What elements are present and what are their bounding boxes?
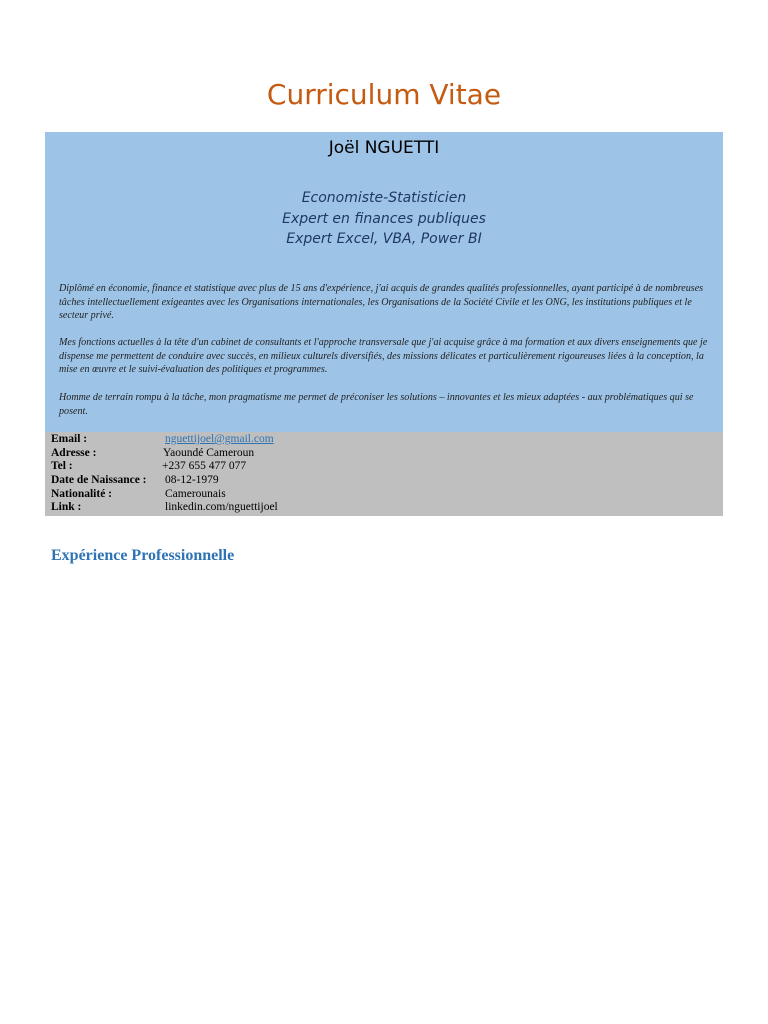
email-link[interactable]: nguettijoel@gmail.com bbox=[165, 433, 274, 445]
section-title-experience: Expérience Professionnelle bbox=[51, 547, 235, 564]
contact-label: Link : bbox=[51, 500, 82, 513]
role-line: Economiste-Statisticien bbox=[301, 190, 467, 206]
contact-value: +237 655 477 077 bbox=[162, 460, 247, 472]
roles bbox=[45, 188, 723, 250]
contact-label: Nationalité : bbox=[51, 487, 113, 500]
contact-value: 08-12-1979 bbox=[165, 473, 219, 486]
contact-label: Email : bbox=[51, 433, 88, 445]
contact-value: Camerounais bbox=[165, 487, 226, 500]
role-line: Expert en finances publiques bbox=[282, 210, 486, 227]
contact-label: Date de Naissance : bbox=[51, 473, 147, 486]
header-box bbox=[45, 132, 723, 432]
contact-box bbox=[45, 432, 723, 516]
summary-paragraph: Diplômé en économie, finance et statistique avec plus de 15 ans d'expérience, j'ai acquis de grandes qualités professionnelles, ayant participé à de nombreuses tâches intellectuellement exigeantes avec les Organisations internationales, les Organisations de la Société Civile et les ONG, les institutions publiques et le secteur privé. bbox=[59, 283, 704, 321]
summary-paragraph: Homme de terrain rompu à la tâche, mon pragmatisme me permet de préconiser les solutions – innovantes et les mieux adaptées - aux problématiques qui se posent. bbox=[59, 392, 694, 417]
contact-label: Adresse : bbox=[51, 446, 97, 459]
document-title: Curriculum Vitae bbox=[266, 78, 502, 111]
summary-paragraph: Mes fonctions actuelles à la tête d'un cabinet de consultants et l'approche transversale que j'ai acquise grâce à ma formation et aux divers enseignements que je dispense me permettent de conduire avec succès, en milieux culturels diversifiés, des missions délicates et particulièrement rigoureuses liées à la conception, la mise en œuvre et le suivi-évaluation des politiques et programmes. bbox=[59, 337, 708, 375]
linkedin-link[interactable]: linkedin.com/nguettijoel bbox=[165, 500, 278, 513]
contact-label: Tel : bbox=[51, 460, 73, 472]
role-line: Expert Excel, VBA, Power BI bbox=[286, 231, 482, 247]
candidate-name: Joël NGUETTI bbox=[328, 138, 440, 158]
contact-value: Yaoundé Cameroun bbox=[163, 446, 255, 459]
